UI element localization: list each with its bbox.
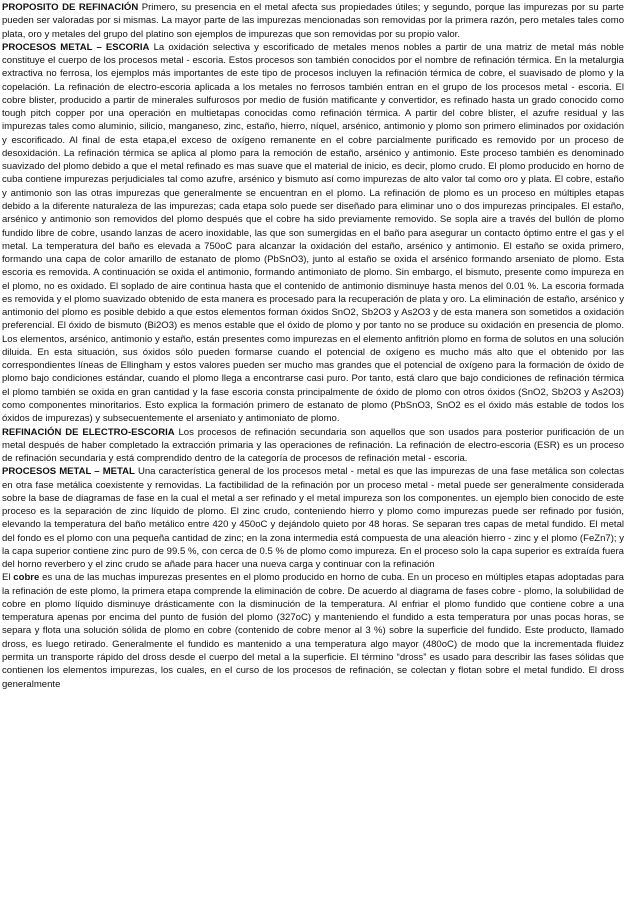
paragraph-lead: El	[2, 572, 14, 584]
section-heading: PROCESOS METAL – METAL	[2, 466, 135, 478]
paragraph-text: Una característica general de los procesos metal - metal es que las impurezas de una fase metálica son colectas en otra fase metálica coexistente y removidas. La factibilidad de la refinación por un proceso metal - metal puede ser generalmente considerada sobre la base de diagramas de fase en la cual el metal a ser refinado y el metal impureza son los componentes. un ejemplo bien conocido de este proceso es la separación de zinc líquido de plomo. El zinc crudo, conteniendo hierro y plomo como impurezas puede ser refinado por fusión, elevando la temperatura del baño metálico entre 420 y 450oC y dejándolo quieto por 48 horas. Se separan tres capas de metal fundido. El metal del fondo es el plomo con una pequeña cantidad de zinc; en la zona intermedia está compuesta de una aleación hierro - zinc y el plomo (FeZn7); y la capa superior contiene zinc puro de 99.5 %, con cerca de 0.5 % de plomo como impureza. En el proceso solo la capa superior es extraída fuera del horno reverbero y el zinc crudo se añade para hacer una nueva carga y continuar con la refinación	[2, 466, 624, 571]
paragraph-text: Los procesos de refinación secundaria son aquellos que son usados para posterior purificación de un metal después de haber completado la extracción primaria y las operaciones de refinación. La refinación de electro-escoria (ESR) es un proceso de refinación secundaria y está comprendido dentro de la categoría de procesos de refinación metal - escoria.	[2, 426, 624, 465]
paragraph-text: Primero, su presencia en el metal afecta sus propiedades útiles; y segundo, porque las impurezas por su parte pueden ser valoradas por si mismas. La mayor parte de las impurezas mencionadas son removidas por la primera razón, pero metales tales como plata, oro y metales del grupo del platino son ejemplos de impurezas que son removidas por su propio valor.	[2, 2, 624, 40]
paragraph-metal-escoria	[2, 41, 624, 426]
section-heading: PROCESOS METAL – ESCORIA	[2, 41, 150, 53]
paragraph-text: es una de las muchas impurezas presentes en el plomo producido en horno de cuba. En un proceso en múltiples etapas adoptadas para la refinación de este plomo, la primera etapa comprende la eliminación de cobre. De acuerdo al diagrama de fases cobre - plomo, la solubilidad de cobre en plomo líquido disminuye drásticamente con la disminución de la temperatura. Al enfriar el plomo fundido que contiene cobre a una temperatura apenas por encima del punto de fusión del plomo (327oC) y manteniendo el fundido a esta temperatura por unas pocas horas, se separa y flota una solución sólida de plomo en cobre (contenido de cobre menor al 3 %) sobre la superficie del fundido. Este producto, llamado dross, es luego retirado. Generalmente el fundido es mantenido a una temperatura algo mayor (480oC) de modo que la incrementada fluidez permita un transporte rápido del dross desde el cuerpo del metal a la superficie. El término “dross” es usado para describir las fases sólidas que contienen los elementos impurezas, los cuales, en el curso de los procesos de refinación, se colectan y flotan sobre el metal fundido. El dross generalmente	[2, 572, 624, 690]
paragraph-proposito	[2, 1, 624, 41]
paragraph-electro-escoria	[2, 426, 624, 466]
bold-term: cobre	[13, 572, 40, 584]
paragraph-text: La oxidación selectiva y escorificado de metales menos nobles a partir de una matriz de metal más noble constituye el cuerpo de los procesos metal - escoria. Estos procesos son también conocidos por el nombre de refinación térmica. En la metalurgia extractiva no ferrosa, los ejemplos más importantes de este tipo de procesos incluyen la refinación térmica de cobre, el suavisado de plomo y la copelación. La refinación de electro-escoria aplicada a los metales no ferrosos también entran en el grupo de los procesos metal - escoria. El cobre blister, producido a partir de minerales sulfurosos por medio de fusión matificante y convertidor, es refinado hasta un grado conocido como tough pitch copper por una operación en multietapas conocidas como refinación térmica. A partir del cobre blister, el azufre residual y las impurezas tales como aluminio, silicio, manganeso, zinc, estaño, hierro, níquel, arsénico, antimonio y plomo son primero eliminados por oxidación y escorificado. Al final de esta etapa,el exceso de oxígeno remanente en el cobre parcialmente purificado es removido por un proceso de desoxidación. La refinación térmica se aplica al plomo para la remoción de estaño, arsénico y antimonio. Este proceso también es denominado suavizado del plomo debido a que el metal refinado es mas suave que el material de inicio, es decir, plomo crudo. El plomo producido en horno de cuba contiene impurezas perjudiciales tal como azufre, arsénico y bismuto así como impurezas de alto valor tal como oro y plata. El cobre, estaño y antimonio son las otras impurezas que generalmente se encuentran en el plomo. La refinación de plomo es un proceso en múltiples etapas debido a la diferente naturaleza de las impurezas; cada etapa solo puede ser diseñado para eliminar uno o dos impurezas principales. El estaño, arsénico y antimonio son removidos del plomo después que el cobre ha sido previamente removido. Se sopla aire a través del bullón de plomo fundido libre de cobre, usando lanzas de acero inoxidable, las que son sumergidas en el baño para asegurar un contacto óptimo entre el gas y el metal. La temperatura del baño es elevada a 750oC para alcanzar la oxidación del estaño, arsénico y antimonio. El estaño se oxida primero, formando una capa de color amarillo de estanato de plomo (PbSnO3), junto al estaño se oxida el arsénico formando arseniato de plomo. Esta escoria es removida. A continuación se oxida el antimonio, formando antimoniato de plomo. Sin embargo, el bismuto, presente como impureza en el plomo, no es oxidado. El soplado de aire continua hasta que el contenido de antimonio disminuye hasta menos del 0.01 %. La escoria formada es removida y el plomo suavizado obtenido de esta manera es procesado para la recuperación de plata y oro. La eliminación de estaño, arsénico y antimonio del plomo es posible debido a que estos elementos forman óxidos SnO2, Sb2O3 y As2O3 y de esta manera son sometidos a oxidación preferencial. El óxido de bismuto (Bi2O3) es menos estable que el óxido de plomo y por tanto no se produce su oxidación en presencia de plomo. Los elementos, arsénico, antimonio y estaño, están presentes como impurezas en el elemento anfitrión plomo en forma de solutos en una solución diluida. En esta situación, sus óxidos sólo pueden formarse cuando el potencial de oxígeno es mucho más alto que el obtenido por las correspondientes líneas de Ellingham y estos valores pueden ser mucho mas grandes que el potencial de oxígeno para la formación de óxido de plomo bajo condiciones estándar, cuando el plomo llega a encontrarse casi puro. Por tanto, está claro que bajo condiciones de refinación térmica el plomo también se oxida en gran cantidad y la fase escoria consta principalmente de óxido de plomo con otros óxidos (SnO2, Sb2O3 y As2O3) como componentes minoritarios. Esto explica la formación primero de estanato de plomo (PbSnO3, SnO2 es el óxido más estable de todos los óxidos de impurezas) y subsecuentemente el arseniato y antimoniato de plomo.	[2, 41, 624, 425]
paragraph-cobre	[2, 571, 624, 690]
section-heading: PROPOSITO DE REFINACIÓN	[2, 2, 139, 13]
paragraph-metal-metal	[2, 465, 624, 571]
section-heading: REFINACIÓN DE ELECTRO-ESCORIA	[2, 426, 175, 438]
